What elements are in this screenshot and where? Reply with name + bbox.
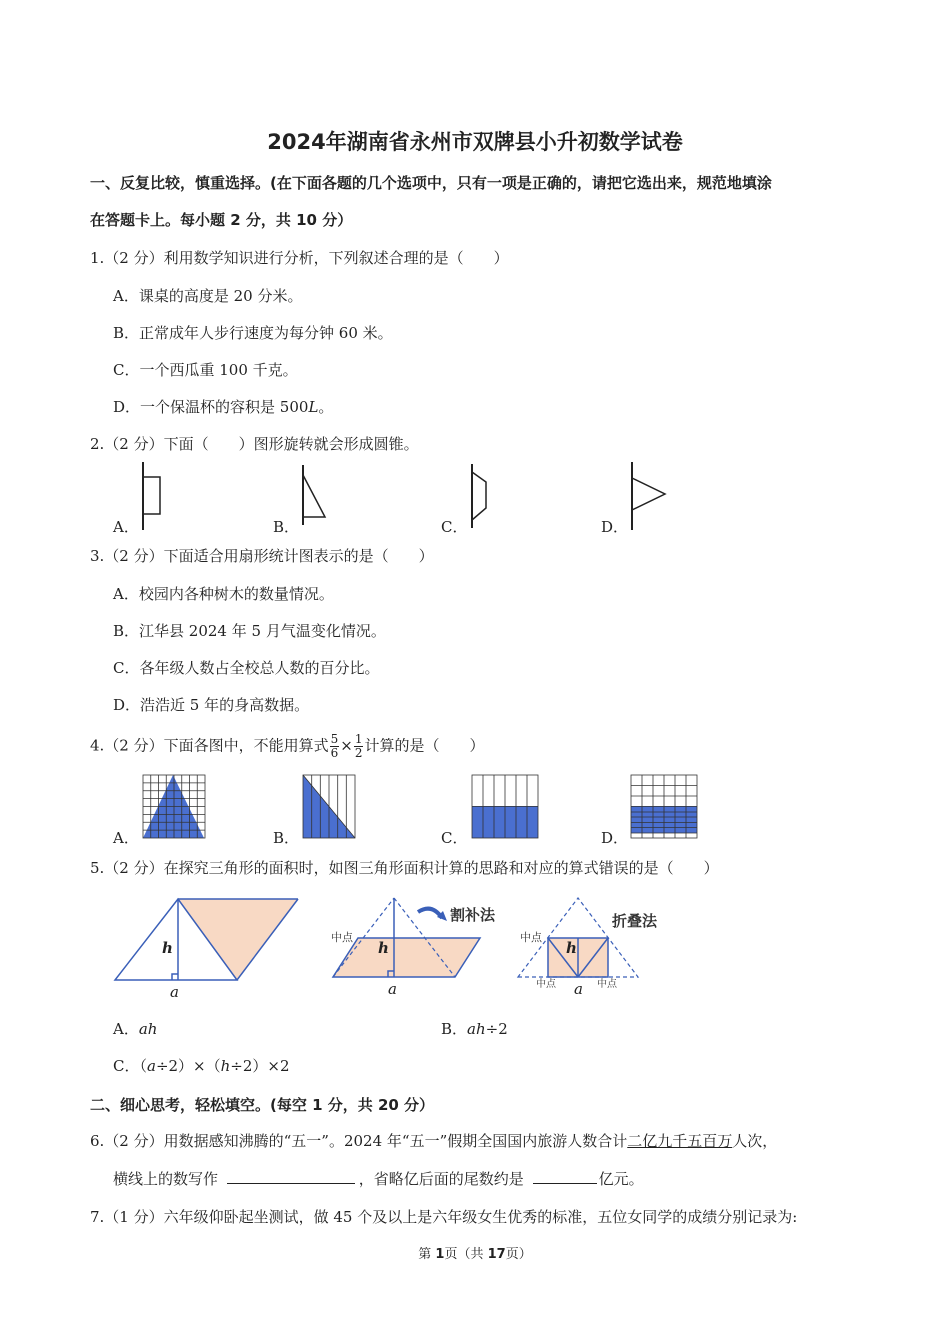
q5-fig3-h: h (566, 939, 577, 957)
q1-option-d: D．一个保温杯的容积是 500L。 (113, 398, 334, 416)
q2-label-d: D． (601, 518, 629, 536)
q4-label-a: A． (113, 829, 139, 847)
q6-line1: 6.（2 分）用数据感知沸腾的“五一”。2024 年“五一”假期全国国内旅游人数合计二亿九千五百万人次， (90, 1132, 778, 1150)
q5-stem: 5.（2 分）在探究三角形的面积时，如图三角形面积计算的思路和对应的算式错误的是（ ） (90, 859, 719, 877)
q5-fig1-a: a (170, 983, 179, 1001)
fraction-1-2: $\frac{1}{2}$ (354, 732, 363, 760)
q1-option-c: C．一个西瓜重 100 千克。 (113, 361, 298, 379)
q3-stem: 3.（2 分）下面适合用扇形统计图表示的是（ ） (90, 547, 434, 565)
section1-heading-line2: 在答题卡上。每小题 2 分，共 10 分） (90, 211, 353, 229)
q5-fig3-midpoint-top: 中点 (520, 931, 542, 944)
q4-stem: 4.（2 分）下面各图中，不能用算式 $\frac{5}{6}$ × $\frac{1}{2}$ 计算的是（ ） (90, 732, 485, 760)
q5-fig2-midpoint: 中点 (331, 931, 353, 944)
q2-stem: 2.（2 分）下面（ ）图形旋转就会形成圆锥。 (90, 435, 419, 453)
q3-option-a: A．校园内各种树木的数量情况。 (113, 585, 334, 603)
q6-blank-1[interactable] (227, 1169, 355, 1184)
q3-option-b: B．江华县 2024 年 5 月气温变化情况。 (113, 622, 386, 640)
fraction-5-6: $\frac{5}{6}$ (330, 732, 339, 760)
q2-label-a: A． (113, 518, 139, 536)
q2-label-b: B． (273, 518, 300, 536)
page-title: 2024年湖南省永州市双牌县小升初数学试卷 (267, 130, 683, 154)
q5-fig3-label: 折叠法 (612, 912, 658, 930)
q5-figure-3 (518, 898, 658, 998)
q6-line2: 横线上的数写作 ，省略亿后面的尾数约是 亿元。 (113, 1170, 644, 1188)
section2-heading: 二、细心思考，轻松填空。(每空 1 分，共 20 分） (90, 1096, 435, 1114)
q3-option-d: D．浩浩近 5 年的身高数据。 (113, 696, 310, 714)
section1-heading-line1: 一、反复比较，慎重选择。(在下面各题的几个选项中，只有一项是正确的，请把它选出来，规范地填涂 (90, 174, 772, 192)
q4-label-d: D． (601, 829, 629, 847)
q5-fig2-h: h (378, 939, 389, 957)
q5-fig1-h: h (162, 939, 173, 957)
q5-fig3-midpoint-right: 中点 (597, 979, 617, 990)
q7-stem: 7.（1 分）六年级仰卧起坐测试，做 45 个及以上是六年级女生优秀的标准，五位女同学的成绩分别记录为: (90, 1208, 798, 1226)
q3-option-c: C．各年级人数占全校总人数的百分比。 (113, 659, 380, 677)
q5-fig3-a: a (574, 980, 583, 998)
q4-label-c: C． (441, 829, 468, 847)
q5-option-b: B．ah÷2 (441, 1020, 508, 1038)
q5-figure-2 (331, 898, 496, 998)
q1-stem: 1.（2 分）利用数学知识进行分析，下列叙述合理的是（ ） (90, 249, 509, 267)
q1-option-b: B．正常成年人步行速度为每分钟 60 米。 (113, 324, 393, 342)
q6-blank-2[interactable] (533, 1169, 597, 1184)
q2-label-c: C． (441, 518, 468, 536)
page-footer: 第 1页（共 17页） (418, 1247, 532, 1262)
q5-fig2-label: 割补法 (450, 906, 496, 924)
q4-label-b: B． (273, 829, 300, 847)
q5-option-c: C．（a÷2）×（h÷2）×2 (113, 1057, 290, 1075)
q5-figure-1 (115, 899, 298, 1001)
q1-option-a: A．课桌的高度是 20 分米。 (113, 287, 303, 305)
q5-option-a: A．ah (113, 1020, 158, 1038)
q5-fig3-midpoint-left: 中点 (536, 979, 556, 990)
q5-fig2-a: a (388, 980, 397, 998)
